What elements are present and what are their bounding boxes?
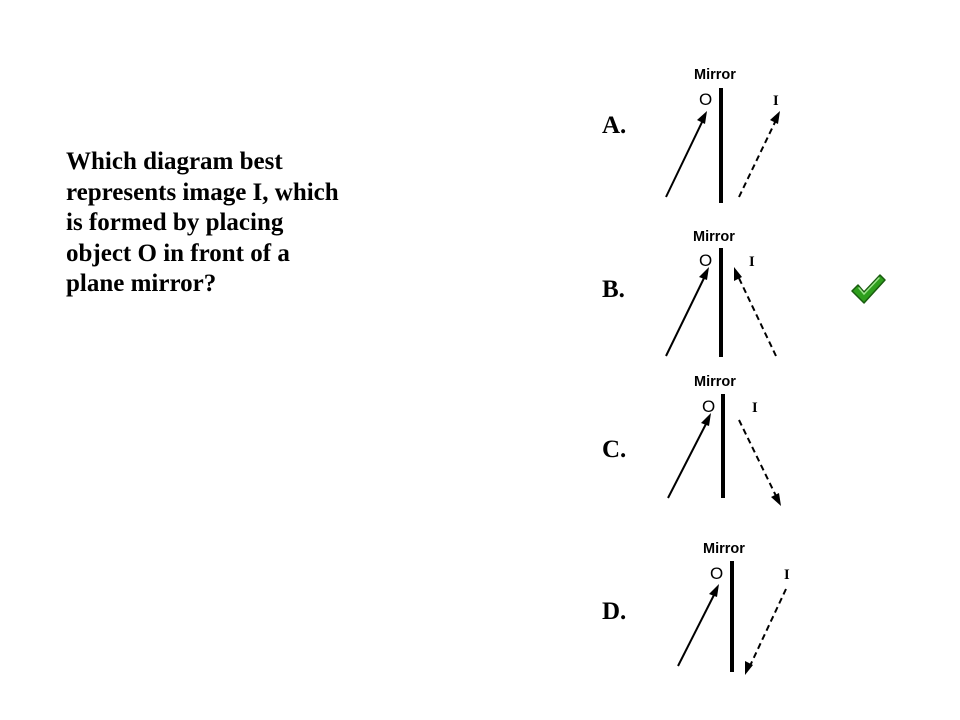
object-letter: O	[699, 251, 713, 270]
image-arrowhead	[771, 493, 781, 506]
image-letter: I	[784, 567, 790, 583]
object-arrow	[666, 274, 706, 356]
mirror-title: Mirror	[693, 229, 735, 245]
object-letter: O	[699, 90, 713, 109]
image-arrow	[737, 274, 776, 356]
option-a-label: A.	[602, 112, 627, 139]
image-arrow	[749, 589, 786, 668]
option-d-label: D.	[602, 598, 627, 625]
object-arrowhead	[697, 111, 707, 124]
mirror-title: Mirror	[694, 67, 736, 83]
image-arrow	[739, 118, 777, 197]
option-a-diagram	[650, 60, 800, 210]
image-arrowhead	[734, 267, 742, 281]
object-arrow	[668, 420, 708, 498]
checkmark-icon	[850, 272, 886, 306]
image-letter: I	[752, 400, 758, 416]
option-c-diagram	[650, 368, 800, 518]
option-c-label: C.	[602, 436, 627, 463]
object-arrow	[678, 591, 716, 666]
mirror-title: Mirror	[703, 541, 745, 557]
question-text: Which diagram best represents image I, which is formed by placing object O in front of a plane mirror?	[66, 148, 339, 297]
option-b-label: B.	[602, 276, 625, 303]
object-arrow	[666, 118, 704, 197]
image-letter: I	[749, 254, 755, 270]
object-arrowhead	[709, 584, 719, 597]
option-b-diagram	[650, 222, 800, 362]
object-letter: O	[702, 397, 716, 416]
object-letter: O	[710, 564, 724, 583]
image-letter: I	[773, 93, 779, 109]
image-arrow	[739, 420, 777, 498]
mirror-title: Mirror	[694, 374, 736, 390]
image-arrowhead	[770, 111, 780, 124]
option-d-diagram	[660, 535, 810, 685]
